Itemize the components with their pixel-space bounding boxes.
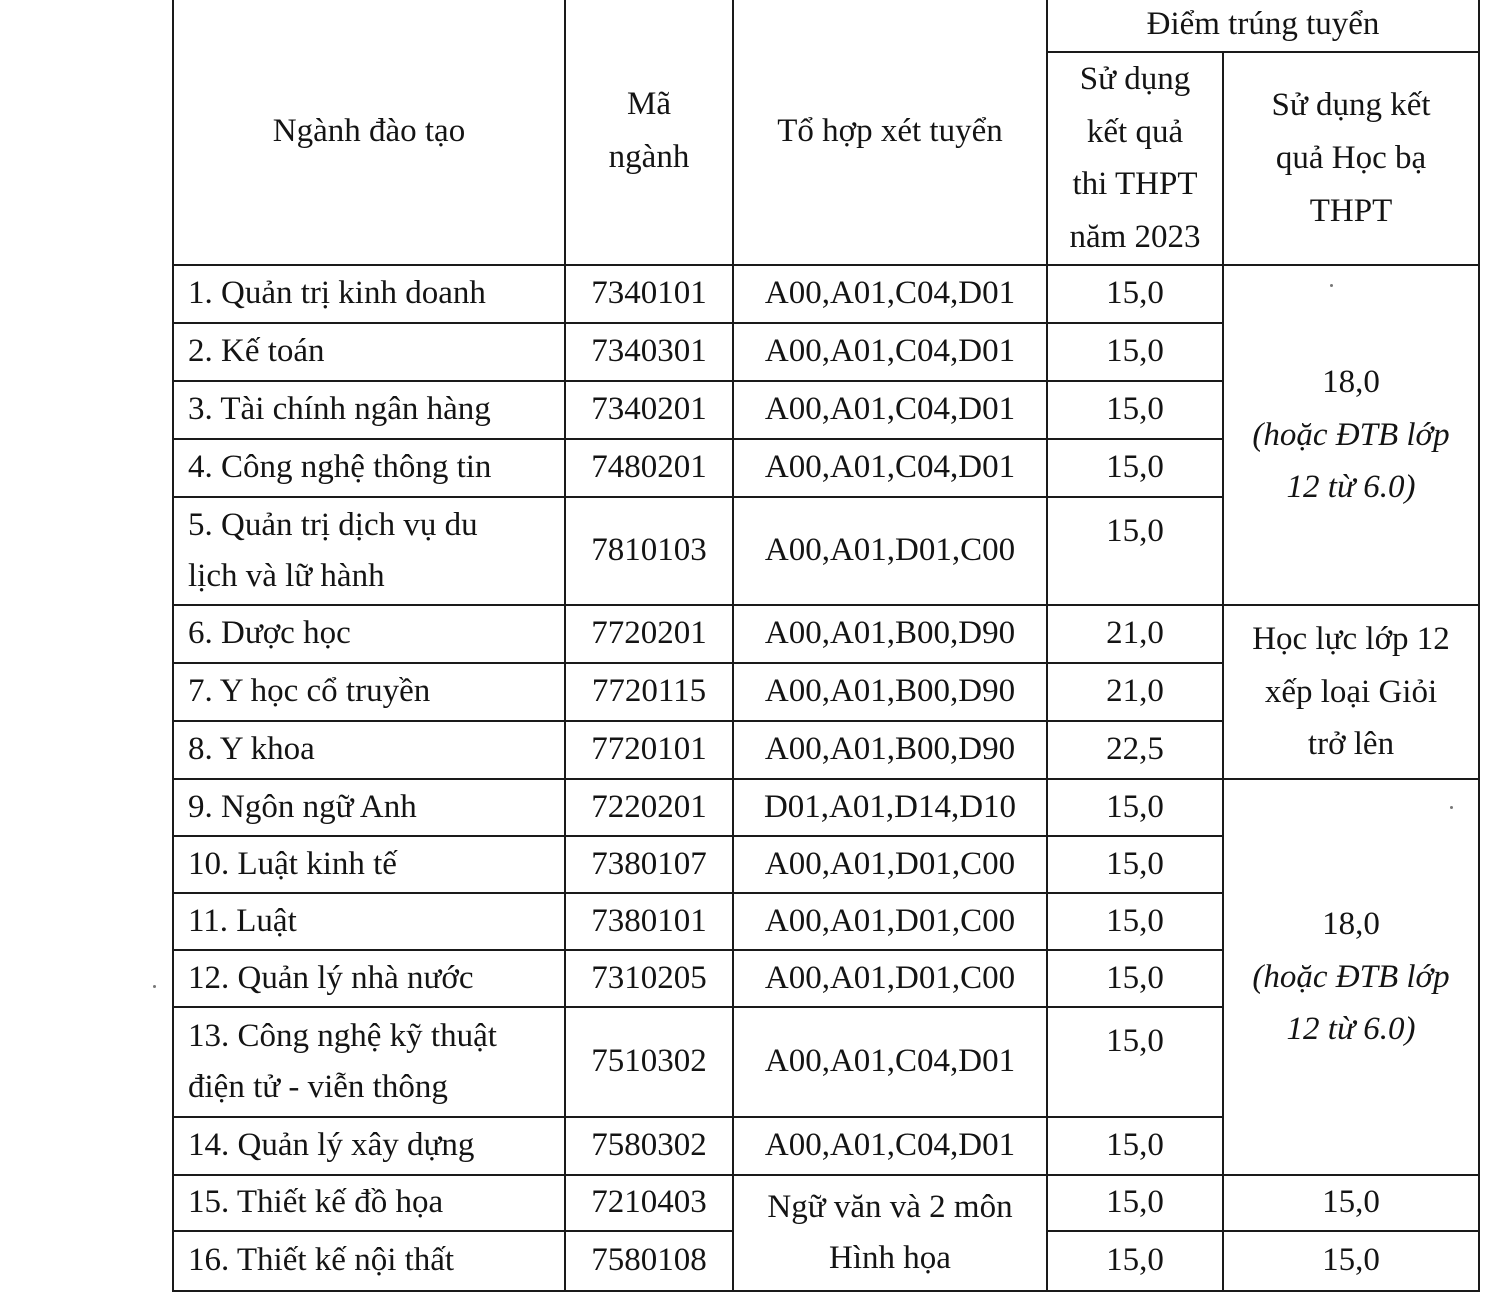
- header-major: [173, 0, 565, 265]
- hocba-score-cell: 15,0: [1223, 1231, 1479, 1291]
- code-cell: 7580302: [565, 1117, 733, 1175]
- thpt-score-cell: 15,0: [1047, 1007, 1223, 1117]
- header-thpt-line1: Sử dụng: [1079, 60, 1191, 97]
- code-cell: 7720101: [565, 721, 733, 779]
- combo-cell: A00,A01,D01,C00: [733, 950, 1047, 1007]
- major-cell-line1: 13. Công nghệ kỹ thuật: [188, 1017, 497, 1054]
- scan-speck: [1450, 806, 1453, 809]
- code-cell: 7480201: [565, 439, 733, 497]
- thpt-score-cell: 15,0: [1047, 950, 1223, 1007]
- major-cell: 7. Y học cổ truyền: [173, 663, 565, 721]
- header-score-group: [1047, 0, 1479, 52]
- header-score-group-label: Điểm trúng tuyển: [1146, 6, 1380, 42]
- major-cell: 15. Thiết kế đồ họa: [173, 1175, 565, 1231]
- hocba-score-value: 18,0: [1322, 905, 1380, 942]
- code-cell: 7810103: [565, 497, 733, 605]
- code-cell: 7510302: [565, 1007, 733, 1117]
- major-cell: [173, 497, 565, 605]
- major-cell-line2: lịch và lữ hành: [188, 557, 385, 594]
- combo-cell: A00,A01,D01,C00: [733, 893, 1047, 950]
- header-combo: [733, 0, 1047, 265]
- thpt-score-cell: 21,0: [1047, 663, 1223, 721]
- hocba-requirement-line1: Học lực lớp 12: [1252, 620, 1450, 657]
- table-row: [173, 779, 1479, 836]
- major-cell-line2: điện tử - viễn thông: [188, 1068, 448, 1105]
- header-thpt-line4: năm 2023: [1069, 219, 1201, 256]
- code-cell: 7380107: [565, 836, 733, 893]
- header-thpt-line2: kết quả: [1086, 113, 1184, 150]
- header-code-line2: ngành: [608, 138, 690, 175]
- code-cell: 7310205: [565, 950, 733, 1007]
- thpt-score-cell: 15,0: [1047, 893, 1223, 950]
- hocba-score-note-line2: 12 từ 6.0): [1286, 469, 1416, 506]
- major-cell: [173, 1007, 565, 1117]
- code-cell: 7380101: [565, 893, 733, 950]
- code-cell: 7720115: [565, 663, 733, 721]
- code-cell: 7720201: [565, 605, 733, 663]
- thpt-score-cell: 15,0: [1047, 265, 1223, 323]
- combo-cell: A00,A01,C04,D01: [733, 439, 1047, 497]
- major-cell: 14. Quản lý xây dựng: [173, 1117, 565, 1175]
- code-cell: 7220201: [565, 779, 733, 836]
- header-combo-label: Tổ hợp xét tuyển: [777, 112, 1003, 149]
- thpt-score-cell: 15,0: [1047, 497, 1223, 605]
- thpt-score-cell: 15,0: [1047, 323, 1223, 381]
- design-combo-line2: Hình họa: [829, 1239, 951, 1276]
- header-hocba-line1: Sử dụng kết: [1271, 87, 1431, 124]
- combo-cell: D01,A01,D14,D10: [733, 779, 1047, 836]
- combo-cell: A00,A01,B00,D90: [733, 605, 1047, 663]
- hocba-score-note-line1: (hoặc ĐTB lớp: [1252, 958, 1450, 995]
- hocba-score-value: 18,0: [1322, 363, 1380, 400]
- major-cell: 1. Quản trị kinh doanh: [173, 265, 565, 323]
- thpt-score-cell: 15,0: [1047, 779, 1223, 836]
- header-row: [173, 0, 1479, 52]
- table-row: [173, 1175, 1479, 1231]
- hocba-score-note-line1: (hoặc ĐTB lớp: [1252, 416, 1450, 453]
- combo-cell: A00,A01,C04,D01: [733, 265, 1047, 323]
- header-major-label: Ngành đào tạo: [272, 112, 466, 149]
- thpt-score-cell: 15,0: [1047, 1175, 1223, 1231]
- design-combo-line1: Ngữ văn và 2 môn: [767, 1188, 1013, 1225]
- combo-cell: A00,A01,D01,C00: [733, 836, 1047, 893]
- thpt-score-cell: 15,0: [1047, 836, 1223, 893]
- header-code: [565, 0, 733, 265]
- code-cell: 7340101: [565, 265, 733, 323]
- table-row: [173, 265, 1479, 323]
- major-cell: 6. Dược học: [173, 605, 565, 663]
- thpt-score-cell: 15,0: [1047, 1117, 1223, 1175]
- thpt-score-cell: 15,0: [1047, 381, 1223, 439]
- header-thpt: [1047, 52, 1223, 265]
- thpt-score-cell: 22,5: [1047, 721, 1223, 779]
- header-thpt-line3: thi THPT: [1072, 166, 1198, 203]
- header-hocba-line3: THPT: [1309, 192, 1393, 229]
- major-cell: 2. Kế toán: [173, 323, 565, 381]
- table-row: [173, 605, 1479, 663]
- thpt-score-cell: 21,0: [1047, 605, 1223, 663]
- code-cell: 7580108: [565, 1231, 733, 1291]
- combo-cell: A00,A01,B00,D90: [733, 663, 1047, 721]
- header-hocba: [1223, 52, 1479, 265]
- thpt-score-cell: 15,0: [1047, 439, 1223, 497]
- hocba-score-group1: [1223, 265, 1479, 605]
- header-hocba-line2: quả Học bạ: [1275, 139, 1427, 176]
- hocba-score-cell: 15,0: [1223, 1175, 1479, 1231]
- major-cell: 9. Ngôn ngữ Anh: [173, 779, 565, 836]
- combo-cell: A00,A01,C04,D01: [733, 323, 1047, 381]
- major-cell-line1: 5. Quản trị dịch vụ du: [188, 506, 478, 543]
- hocba-requirement-group2: [1223, 605, 1479, 779]
- hocba-requirement-line3: trở lên: [1307, 726, 1395, 763]
- major-cell: 8. Y khoa: [173, 721, 565, 779]
- combo-cell: A00,A01,C04,D01: [733, 381, 1047, 439]
- code-cell: 7340301: [565, 323, 733, 381]
- major-cell: 4. Công nghệ thông tin: [173, 439, 565, 497]
- major-cell: 11. Luật: [173, 893, 565, 950]
- code-cell: 7210403: [565, 1175, 733, 1231]
- combo-cell: A00,A01,D01,C00: [733, 497, 1047, 605]
- hocba-score-note-line2: 12 từ 6.0): [1286, 1011, 1416, 1048]
- major-cell: 10. Luật kinh tế: [173, 836, 565, 893]
- combo-cell: A00,A01,C04,D01: [733, 1007, 1047, 1117]
- major-cell: 3. Tài chính ngân hàng: [173, 381, 565, 439]
- code-cell: 7340201: [565, 381, 733, 439]
- hocba-score-group3: [1223, 779, 1479, 1175]
- hocba-requirement-line2: xếp loại Giỏi: [1264, 673, 1438, 710]
- combo-cell: A00,A01,C04,D01: [733, 1117, 1047, 1175]
- major-cell: 16. Thiết kế nội thất: [173, 1231, 565, 1291]
- combo-cell: A00,A01,B00,D90: [733, 721, 1047, 779]
- header-code-line1: Mã: [627, 86, 671, 123]
- scan-speck: [153, 985, 156, 988]
- design-combo-cell: [733, 1175, 1047, 1291]
- thpt-score-cell: 15,0: [1047, 1231, 1223, 1291]
- major-cell: 12. Quản lý nhà nước: [173, 950, 565, 1007]
- admission-score-table: [172, 0, 1480, 1292]
- scan-speck: [1330, 284, 1333, 287]
